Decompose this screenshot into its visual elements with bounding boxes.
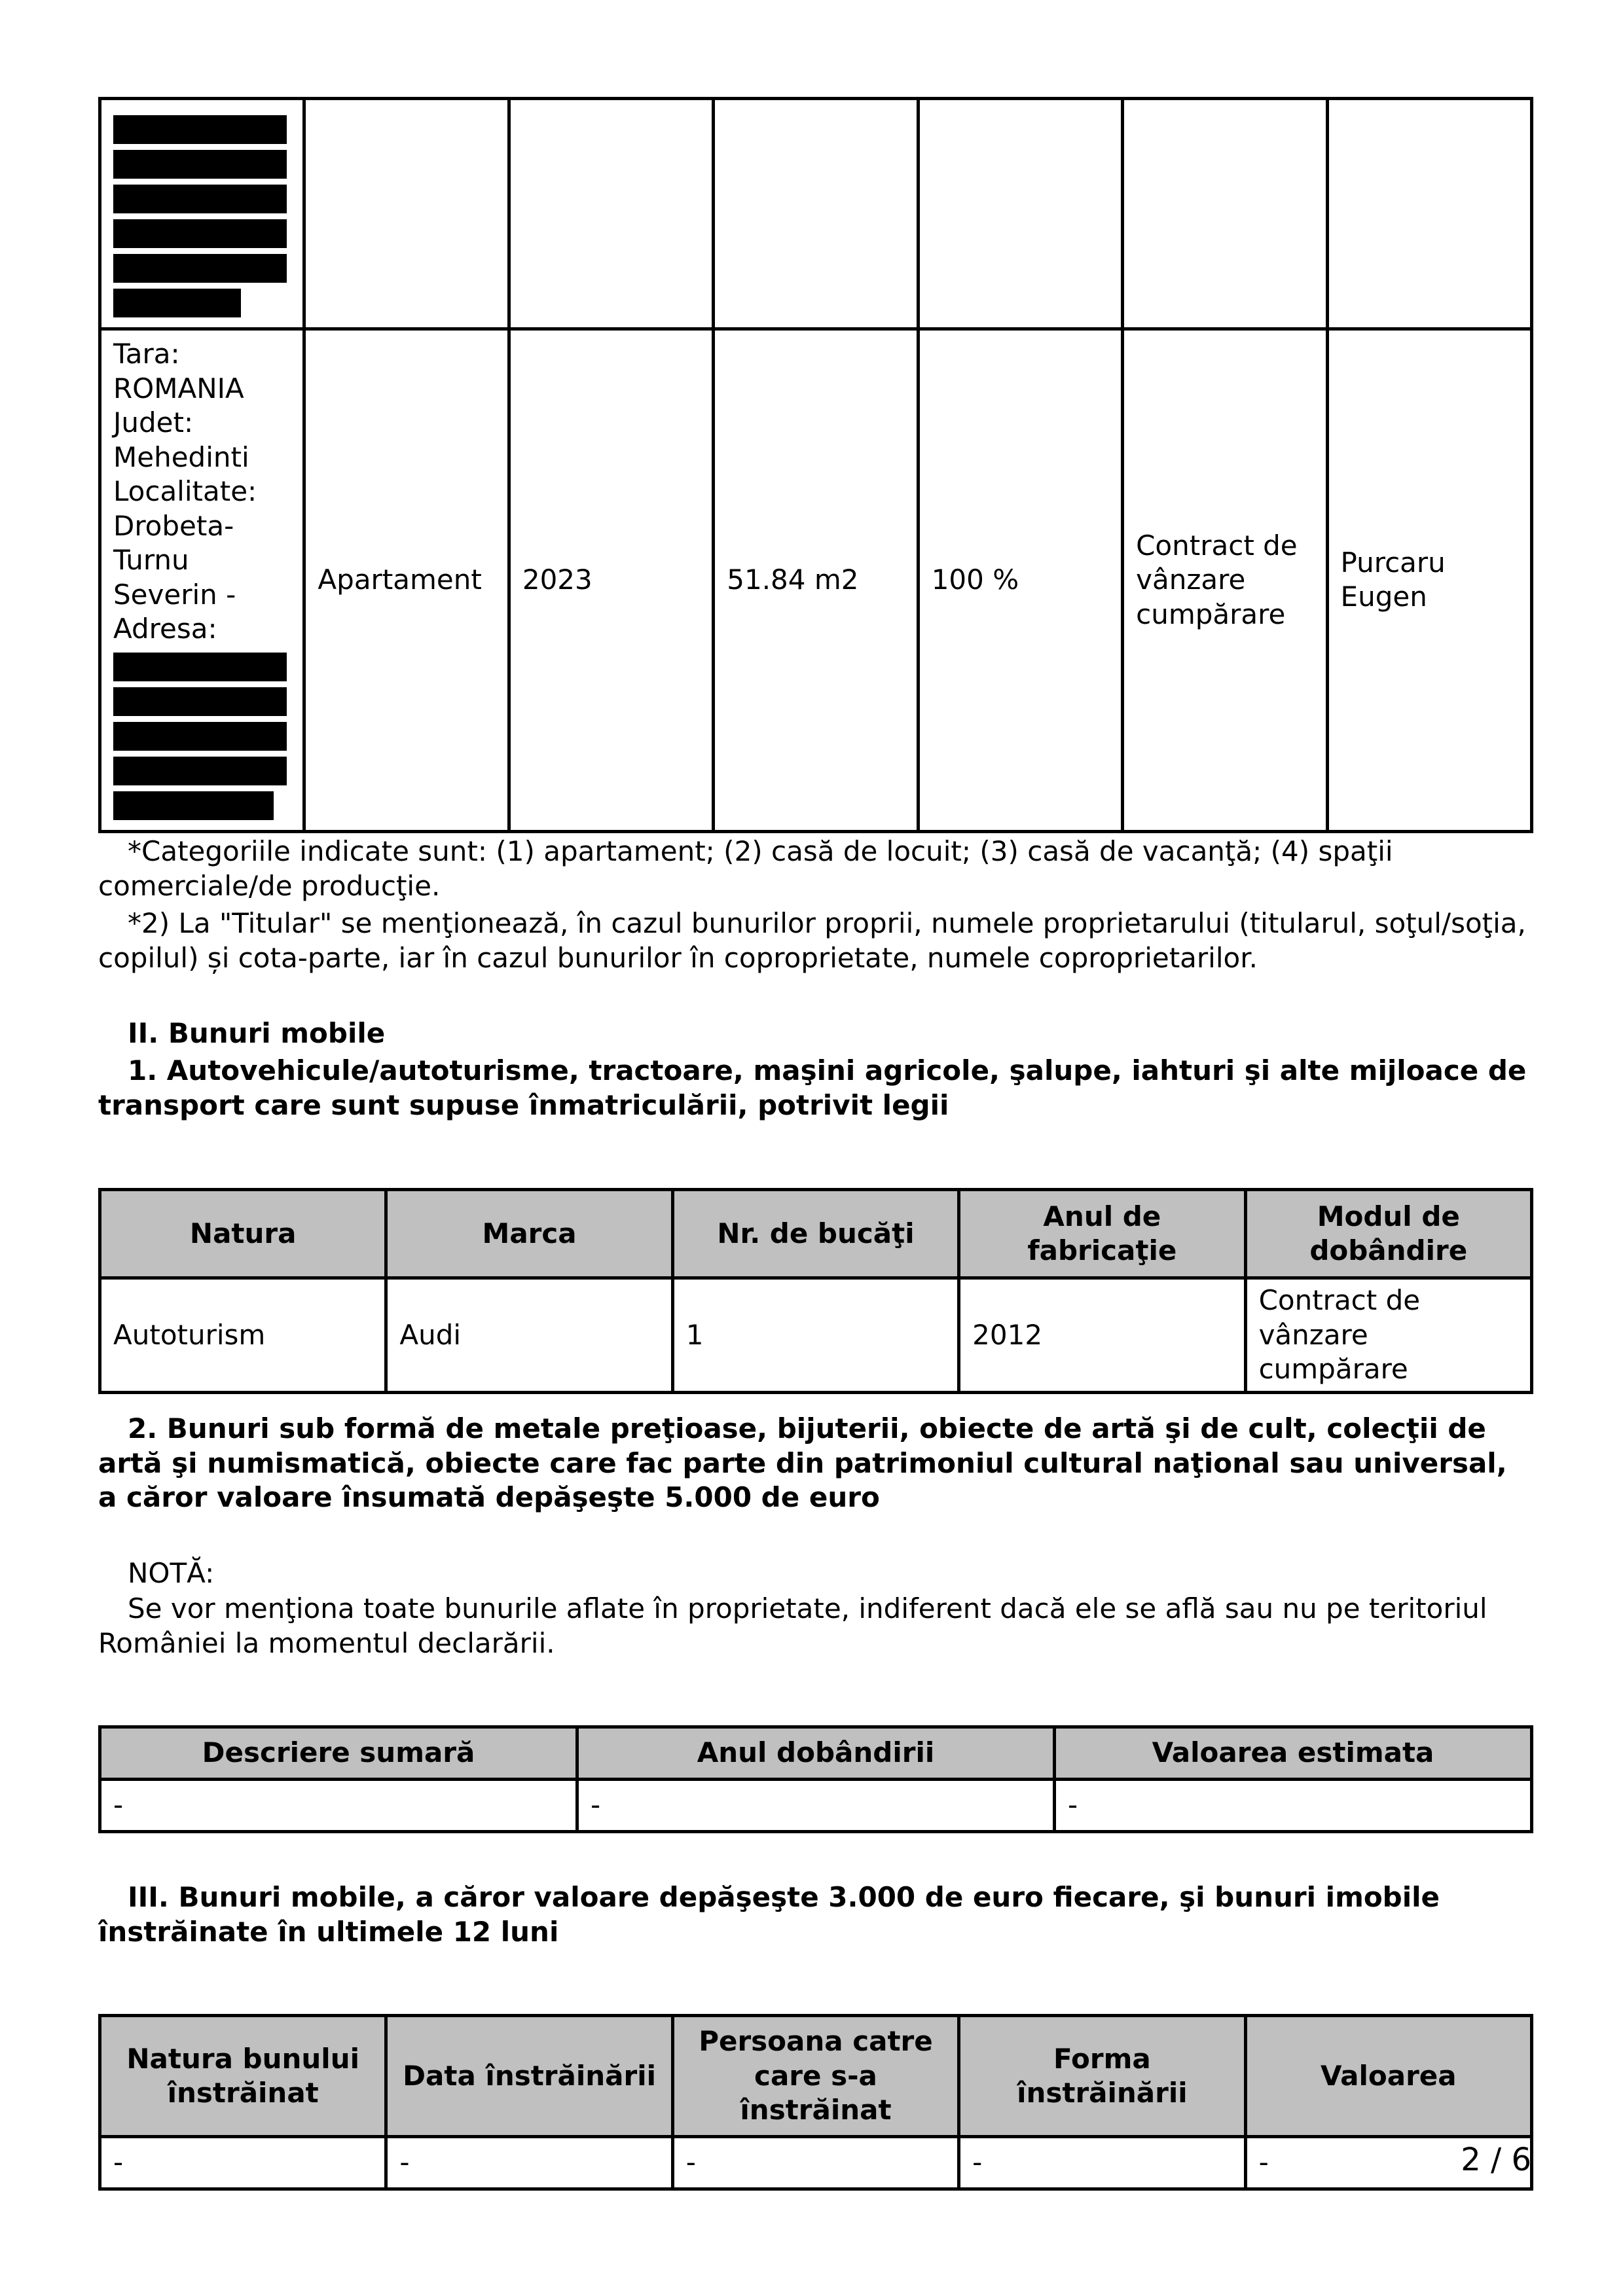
real-estate-table (98, 97, 1533, 833)
table-cell: Audi (386, 1278, 672, 1393)
section-title: II. Bunuri mobile (128, 1017, 386, 1049)
table-cell (304, 99, 509, 329)
redaction-bar (113, 150, 287, 179)
redaction-bar (113, 115, 287, 144)
valuables-table (98, 1725, 1533, 1833)
year-cell: 2023 (509, 329, 713, 832)
table-header-row (100, 2016, 1532, 2137)
table-cell: Contract de vânzare cumpărare (1245, 1278, 1531, 1393)
table-cell: 2012 (959, 1278, 1245, 1393)
location-line: Judet: (113, 406, 194, 439)
redaction-bar (113, 219, 287, 248)
column-header: Descriere sumară (100, 1727, 577, 1780)
table-cell: - (959, 2137, 1245, 2189)
note-titular: *2) La "Titular" se menţionează, în cazul bunurilor proprii, numele proprietarului (titularul, soţul/soţia, copilul) și cota-parte, iar în cazul bunurilor în coproprietate, numele coproprietarilor. (98, 907, 1526, 974)
table-cell: - (100, 1780, 577, 1832)
table-header-row (100, 1190, 1532, 1278)
note-categories: *Categoriile indicate sunt: (1) apartament; (2) casă de locuit; (3) casă de vacanţă; (4) spaţii comerciale/de producţie. (98, 835, 1393, 902)
vehicles-table (98, 1188, 1533, 1394)
location-line: Mehedinti (113, 440, 249, 473)
share-cell: 100 % (918, 329, 1122, 832)
column-header: Valoarea estimata (1055, 1727, 1532, 1780)
redaction-bar (113, 289, 241, 317)
table-cell (918, 99, 1122, 329)
table-row (100, 329, 1532, 832)
column-header: Data înstrăinării (386, 2016, 672, 2137)
table-cell: Autoturism (100, 1278, 386, 1393)
location-line: ROMANIA (113, 372, 244, 404)
page-number: 2 / 6 (1461, 2142, 1531, 2178)
subsection-title: 2. Bunuri sub formă de metale preţioase, bijuterii, obiecte de artă şi de cult, colecţii de artă şi numismatică, obiecte care fac parte din patrimoniul cultural naţional sau universal, a căror valoare însumată depăşeşte 5.000 de euro (98, 1412, 1507, 1513)
owner-cell: Purcaru Eugen (1327, 329, 1531, 832)
table-row (100, 2137, 1532, 2189)
redaction-bar (113, 791, 274, 820)
table-row (100, 99, 1532, 329)
column-header: Anul de fabricaţie (959, 1190, 1245, 1278)
location-line: Tara: (113, 338, 180, 370)
column-header: Forma înstrăinării (959, 2016, 1245, 2137)
location-line: Localitate: (113, 475, 257, 507)
redaction-bar (113, 757, 287, 785)
column-header: Modul de dobândire (1245, 1190, 1531, 1278)
column-header: Marca (386, 1190, 672, 1278)
column-header: Nr. de bucăţi (672, 1190, 958, 1278)
location-cell (100, 329, 304, 832)
nota-label: NOTĂ: (128, 1557, 215, 1589)
table-cell: 1 (672, 1278, 958, 1393)
table-cell: - (100, 2137, 386, 2189)
area-cell: 51.84 m2 (714, 329, 918, 832)
column-header: Valoarea (1245, 2016, 1531, 2137)
table-cell: - (672, 2137, 958, 2189)
location-line: Drobeta- (113, 509, 234, 542)
table-cell: - (1245, 2137, 1531, 2189)
redaction-bar (113, 254, 287, 283)
table-row (100, 1278, 1532, 1393)
nota-text: Se vor menţiona toate bunurile aflate în proprietate, indiferent dacă ele se află sau nu pe teritoriul României la momentul declarării. (98, 1592, 1487, 1659)
column-header: Anul dobândirii (577, 1727, 1055, 1780)
redacted-location-cell (100, 99, 304, 329)
redaction-bar (113, 653, 287, 681)
subsection-title: 1. Autovehicule/autoturisme, tractoare, maşini agricole, şalupe, iahturi şi alte mijloace de transport care sunt supuse înmatriculării, potrivit legii (98, 1054, 1527, 1121)
table-cell (509, 99, 713, 329)
column-header: Natura bunului înstrăinat (100, 2016, 386, 2137)
column-header: Persoana catre care s-a înstrăinat (672, 2016, 958, 2137)
location-line: Turnu (113, 544, 189, 576)
redaction-bar (113, 687, 287, 716)
table-cell: - (386, 2137, 672, 2189)
table-cell: - (577, 1780, 1055, 1832)
location-line: Severin - (113, 578, 236, 611)
category-cell: Apartament (304, 329, 509, 832)
table-row (100, 1780, 1532, 1832)
table-cell: - (1055, 1780, 1532, 1832)
redaction-bar (113, 722, 287, 751)
alienated-table (98, 2014, 1533, 2191)
acquisition-cell: Contract de vânzare cumpărare (1123, 329, 1327, 832)
location-line: Adresa: (113, 613, 217, 645)
table-header-row (100, 1727, 1532, 1780)
table-cell (1123, 99, 1327, 329)
section-title: III. Bunuri mobile, a căror valoare depăşeşte 3.000 de euro fiecare, şi bunuri imobile înstrăinate în ultimele 12 luni (98, 1881, 1440, 1948)
redaction-bar (113, 185, 287, 213)
table-cell (714, 99, 918, 329)
table-cell (1327, 99, 1531, 329)
column-header: Natura (100, 1190, 386, 1278)
